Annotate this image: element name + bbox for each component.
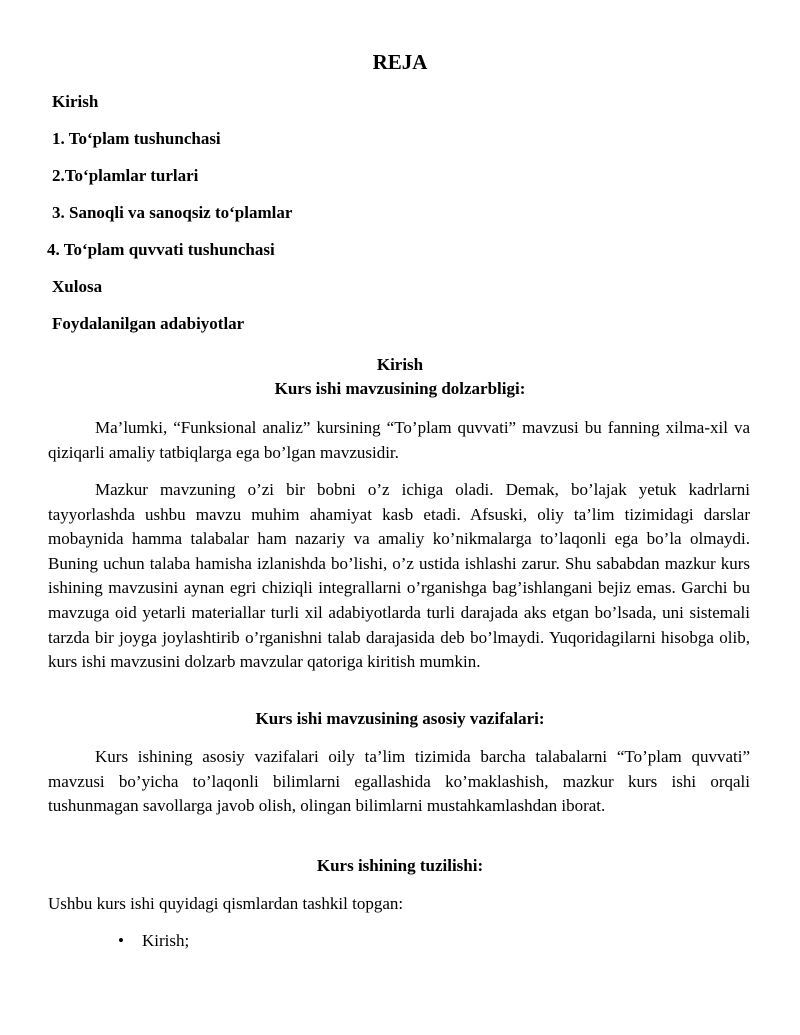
toc-item-2: 2.To‘plamlar turlari [52, 166, 199, 185]
list-item-label: Kirish; [142, 931, 190, 950]
bullet-icon: • [118, 931, 124, 950]
paragraph-2: Mazkur mavzuning o’zi bir bobni o’z ichiga oladi. Demak, bo’lajak yetuk kadrlarni tayyorlashda ushbu mavzu muhim ahamiyat kasb etadi. Afsuski, oliy ta’lim tizimidagi darslar mobaynida hamma talabalar ham nazariy va amaliy ko’nikmalarga to’laqonli ega bo’la olmaydi. Buning uchun talaba hamisha izlanishda bo’lishi, o’z ustida ishlashi zarur. Shu sababdan mazkur kurs ishining mavzusini aynan egri chiziqli integrallarni o’rganishga bag’ishlangani bejiz emas. Garchi bu mavzuga oid yetarli materiallar turli xil adabiyotlarda turli darajada aks etgan bo’lsada, uni sistemali tarzda bir joyga joylashtirib o’rganishni talab darajasida deb bo’lmaydi. Yuqoridagilarni hisobga olib, kurs ishi mavzusini dolzarb mavzular qatoriga kiritish mumkin. [48, 480, 750, 672]
paragraph-1: Ma’lumki, “Funksional analiz” kursining “To’plam quvvati” mavzusi bu fanning xilma-xil va qiziqarli amaliy tatbiqlarga ega bo’lgan mavzusidir. [48, 418, 750, 462]
tasks-heading: Kurs ishi mavzusining asosiy vazifalari: [255, 709, 545, 728]
toc-item-1: 1. To‘plam tushunchasi [52, 129, 221, 148]
paragraph-3: Kurs ishining asosiy vazifalari oily ta’lim tizimida barcha talabalarni “To’plam quvvati” mavzusi bo’yicha to’laqonli bilimlarni egallashida ko’maklashish, mazkur kurs ishi orqali tushunmagan savollarga javob olish, olingan bilimlarni mustahkamlashdan iborat. [48, 747, 750, 816]
list-item [118, 931, 189, 951]
toc-item-3: 3. Sanoqli va sanoqsiz to‘plamlar [52, 203, 293, 222]
toc-item-4: 4. To‘plam quvvati tushunchasi [47, 240, 275, 259]
section-title: Kirish [376, 355, 424, 374]
document-title: REJA [372, 50, 428, 74]
structure-heading: Kurs ishining tuzilishi: [316, 856, 484, 875]
toc-item-references: Foydalanilgan adabiyotlar [52, 314, 245, 333]
toc-item-conclusion: Xulosa [52, 277, 103, 296]
structure-intro: Ushbu kurs ishi quyidagi qismlardan tashkil topgan: [48, 894, 404, 913]
section-subtitle: Kurs ishi mavzusining dolzarbligi: [274, 379, 526, 398]
toc-item-introduction: Kirish [52, 92, 99, 111]
